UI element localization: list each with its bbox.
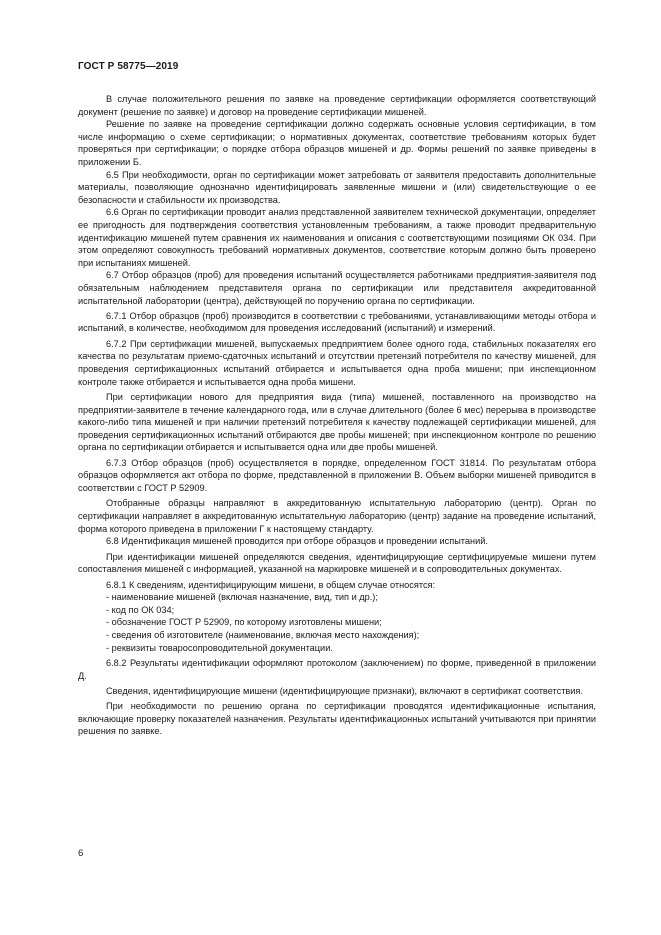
document-id-header: ГОСТ Р 58775—2019 — [78, 61, 179, 72]
paragraph-6-7: 6.7 Отбор образцов (проб) для проведения испытаний осуществляется работниками предприятия-заявителя под обязательным наблюдением представителя органа по сертификации или представителя аккредитованной испытательной лаборатории (центра), действующей по поручению органа по сертификации. — [78, 270, 596, 306]
paragraph-6-8: 6.8 Идентификация мишеней проводится при отборе образцов и проведении испытаний. — [106, 536, 488, 547]
paragraph-6-7-2: 6.7.2 При сертификации мишеней, выпускаемых предприятием более одного года, стабильных показателях его качества по результатам приемо-сдаточных испытаний и отсутствии претензий потребителя по качеству мишеней, для проведения сертификационных испытаний отбирается и испытывается одна проба мишени; при инспекционном контроле также отбирается и испытывается одна проба мишени. — [78, 338, 596, 387]
list-item: - обозначение ГОСТ Р 52909, по которому изготовлены мишени; — [106, 617, 382, 628]
paragraph: При идентификации мишеней определяются сведения, идентифицирующие сертифицируемые мишени путем сопоставления мишеней с информацией, указанной на маркировке мишеней и в сопроводительных документах. — [78, 551, 596, 575]
page-number: 6 — [78, 848, 84, 859]
paragraph-6-6: 6.6 Орган по сертификации проводит анализ представленной заявителем технической документации, определяет ее пригодность для подтверждения соответствия установленным требованиям, а также проводит предварительную идентификацию мишеней путем сравнения их наименования и описания с соответствующими позициями ОК 034. При этом определяют совокупность требований нормативных документов, соответствие которым должно быть проверено при испытаниях мишеней. — [78, 207, 596, 268]
list-item: - наименование мишеней (включая назначение, вид, тип и др.); — [106, 592, 378, 603]
paragraph: При сертификации нового для предприятия вида (типа) мишеней, поставленного на производство на предприятии-заявителе в течение календарного года, или в случае длительного (более 6 мес) перерыва в производстве какого-либо типа мишеней и при наличии претензий потребителя к качеству подлежащей сертификации мишеней, для проведения сертификационных испытаний отбираются две пробы мишеней; при инспекционном контроле по решению органа по сертификации отбирается и испытывается одна или две пробы мишеней. — [78, 392, 596, 453]
paragraph: Решение по заявке на проведение сертификации должно содержать основные условия сертификации, в том числе информацию о схеме сертификации; о нормативных документах, соответствие требованиям которых будет проверяться при сертификации; о порядке отбора образцов мишеней и др. Формы решений по заявке приведены в приложении Б. — [78, 119, 596, 167]
list-item: - реквизиты товаросопроводительной документации. — [106, 642, 333, 653]
paragraph: Отобранные образцы направляют в аккредитованную испытательную лабораторию (центр). Орган по сертификации направляет в аккредитованную испытательную лабораторию (центр) задание на проведение испытаний, форма которого приведена в приложении Г к настоящему стандарту. — [78, 498, 596, 534]
paragraph-6-7-1: 6.7.1 Отбор образцов (проб) производится в соответствии с требованиями, устанавливающими методы отбора и испытаний, в количестве, необходимом для проведения исследований (испытаний) и измерений. — [78, 310, 596, 334]
list-item: - код по ОК 034; — [106, 604, 175, 615]
paragraph: При необходимости по решению органа по сертификации проводятся идентификационные испытания, включающие проверку показателей назначения. Результаты идентификационных испытаний учитываются при принятии решения по заявке. — [78, 701, 596, 737]
paragraph: Сведения, идентифицирующие мишени (идентифицирующие признаки), включают в сертификат соответствия. — [106, 685, 583, 696]
paragraph-6-7-3: 6.7.3 Отбор образцов (проб) осуществляется в порядке, определенном ГОСТ 31814. По результатам отбора образцов оформляется акт отбора по форме, представленной в приложении В. Объем выборки мишеней приводится в соответствии с ГОСТ Р 52909. — [78, 457, 596, 493]
document-body — [78, 93, 596, 738]
paragraph: В случае положительного решения по заявке на проведение сертификации оформляется соответствующий документ (решение по заявке) и договор на проведение сертификации мишеней. — [78, 94, 596, 117]
paragraph-6-5: 6.5 При необходимости, орган по сертификации может затребовать от заявителя предоставить дополнительные материалы, позволяющие однозначно идентифицировать заявленные мишени и (или) свидетельствующие о ее безопасности и стабильности их производства. — [78, 169, 596, 205]
paragraph-6-8-2: 6.8.2 Результаты идентификации оформляют протоколом (заключением) по форме, приведенной в приложении Д. — [78, 657, 596, 681]
list-item: - сведения об изготовителе (наименование, включая место нахождения); — [106, 629, 420, 640]
identification-list — [78, 591, 596, 654]
paragraph-6-8-1: 6.8.1 К сведениям, идентифицирующим мишени, в общем случае относятся: — [106, 579, 436, 590]
